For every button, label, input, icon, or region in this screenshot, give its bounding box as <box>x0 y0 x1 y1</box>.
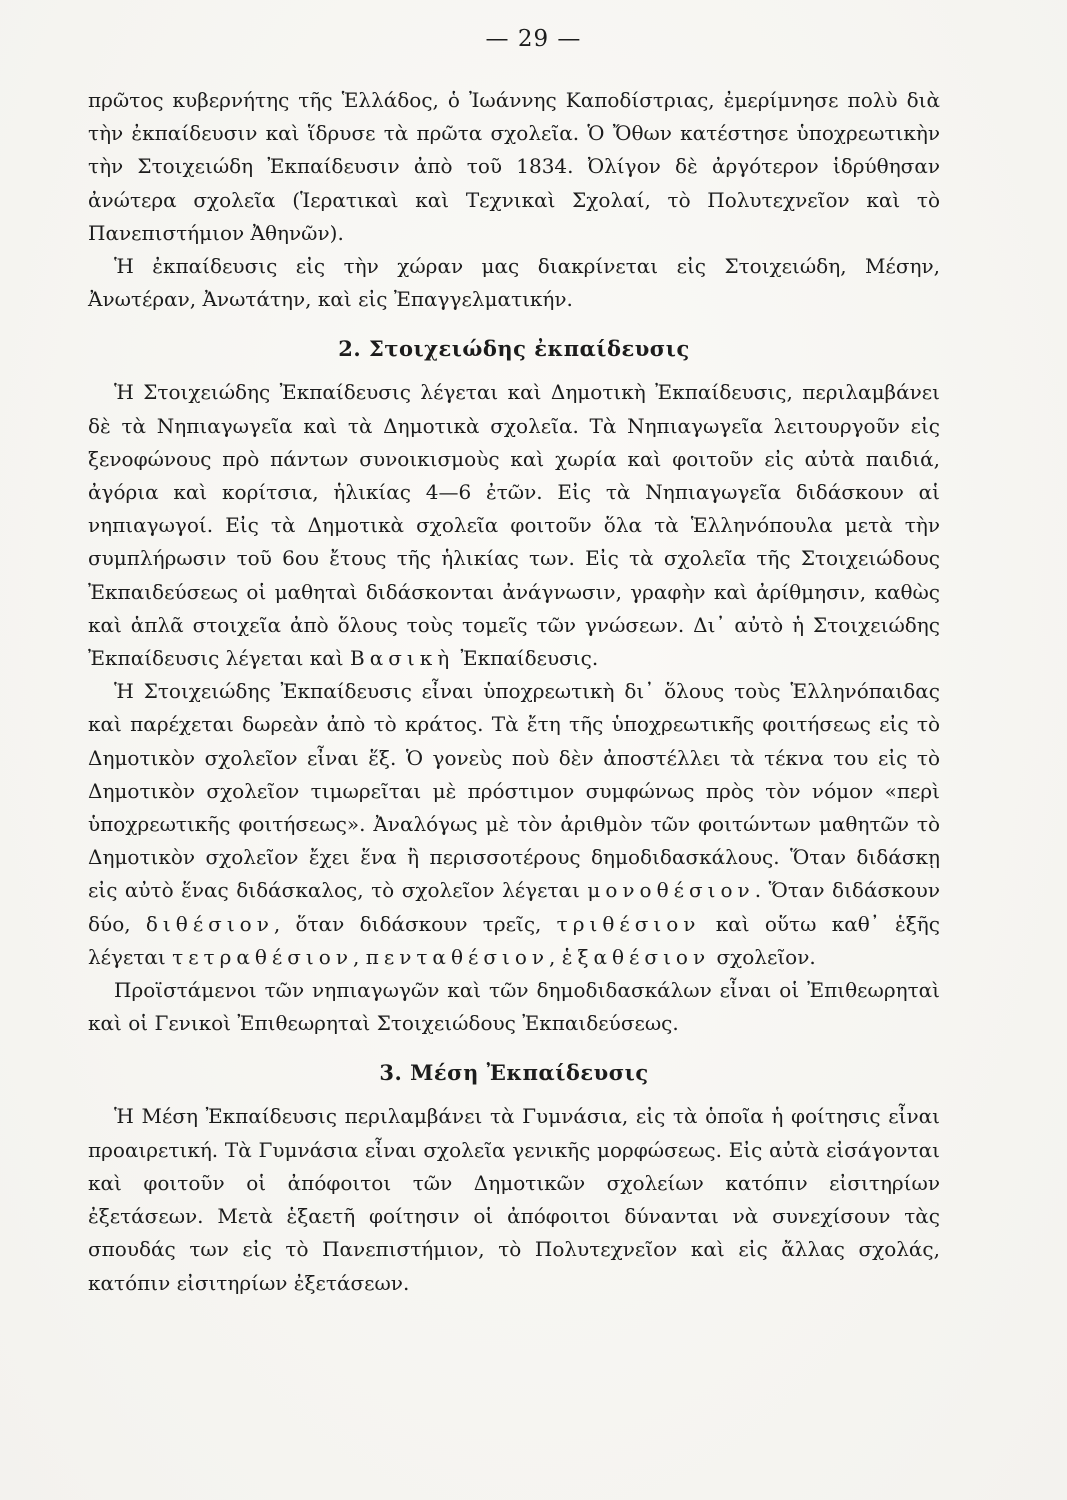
term-trithesion: τριθέσιον <box>556 911 701 936</box>
section-heading-secondary-education: 3. Μέση Ἐκπαίδευσις <box>379 1060 649 1086</box>
body-text <box>88 84 940 1300</box>
term-tetrathesion: τετραθέσιον <box>172 944 353 969</box>
secondary-paragraph-1: Ἡ Μέση Ἐκπαίδευσις περιλαμβάνει τὰ Γυμνάσια, εἰς τὰ ὁποῖα ἡ φοίτησις εἶναι προαιρετική. Τὰ Γυμνάσια εἶναι σχολεῖα γενικῆς μορφώσεως. Εἰς αὐτὰ εἰσάγονται καὶ φοιτοῦν οἱ ἀπόφοιτοι τῶν Δημοτικῶν σχολείων κατόπιν εἰσιτηρίων ἐξετάσεων. Μετὰ ἑξαετῆ φοίτησιν οἱ ἀπόφοιτοι δύνανται νὰ συνεχίσουν τὰς σπουδάς των εἰς τὸ Πανεπιστήμιον, τὸ Πολυτεχνεῖον καὶ εἰς ἄλλας σχολάς, κατόπιν εἰσιτηρίων ἐξετάσεων. <box>88 1104 940 1295</box>
term-basic: Βασικὴ <box>350 646 455 671</box>
primary-p2-part4: καὶ οὕτω καθ᾽ ἑξῆς λέγεται <box>88 911 940 969</box>
intro-paragraph-1: πρῶτος κυβερνήτης τῆς Ἑλλάδος, ὁ Ἰωάννης Καποδίστριας, ἐμερίμνησε πολὺ διὰ τὴν ἐκπαίδευσιν καὶ ἵδρυσε τὰ πρῶτα σχολεῖα. Ὁ Ὄθων κατέστησε ὑποχρεωτικὴν τὴν Στοιχειώδη Ἐκπαίδευσιν ἀπὸ τοῦ 1834. Ὀλίγον δὲ ἀργότερον ἱδρύθησαν ἀνώτερα σχολεῖα (Ἱερατικαὶ καὶ Τεχνικαὶ Σχολαί, τὸ Πολυτεχνεῖον καὶ τὸ Πανεπιστήμιον Ἀθηνῶν). <box>88 88 940 245</box>
term-hexathesion: ἑξαθέσιον <box>561 944 711 969</box>
primary-p2-part7: σχολεῖον. <box>710 944 816 969</box>
primary-paragraph-1 <box>88 376 940 675</box>
primary-p1-end: Ἐκπαίδευσις. <box>454 646 599 671</box>
primary-p1-text: Ἡ Στοιχειώδης Ἐκπαίδευσις λέγεται καὶ Δημοτικὴ Ἐκπαίδευσις, περιλαμβάνει δὲ τὰ Νηπιαγωγεῖα καὶ τὰ Δημοτικὰ σχολεῖα. Τὰ Νηπιαγωγεῖα λειτουργοῦν εἰς ξενοφώνους πρὸ πάντων συνοικισμοὺς καὶ χωρία καὶ φοιτοῦν εἰς αὐτὰ παιδιά, ἀγόρια καὶ κορίτσια, ἡλικίας 4—6 ἐτῶν. Εἰς τὰ Νηπιαγωγεῖα διδάσκουν αἱ νηπιαγωγοί. Εἰς τὰ Δημοτικὰ σχολεῖα φοιτοῦν ὅλα τὰ Ἑλληνόπουλα μετὰ τὴν συμπλήρωσιν τοῦ 6ου ἔτους τῆς ἡλικίας των. Εἰς τὰ σχολεῖα τῆς Στοιχειώδους Ἐκπαιδεύσεως οἱ μαθηταὶ διδάσκονται ἀνάγνωσιν, γραφὴν καὶ ἀρίθμησιν, καθὼς καὶ ἁπλᾶ στοιχεῖα ἀπὸ ὅλους τοὺς τομεῖς τῶν γνώσεων. Δι᾽ αὐτὸ ἡ Στοιχειώδης Ἐκπαίδευσις λέγεται καὶ <box>88 380 940 671</box>
primary-paragraph-2 <box>88 675 940 974</box>
section-heading-primary-education: 2. Στοιχειώδης ἐκπαίδευσις <box>338 336 690 362</box>
intro-paragraph-2: Ἡ ἐκπαίδευσις εἰς τὴν χώραν μας διακρίνεται εἰς Στοιχειώδη, Μέσην, Ἀνωτέραν, Ἀνωτάτην, καὶ εἰς Ἐπαγγελματικήν. <box>88 254 940 312</box>
term-monothesion: μονοθέσιον <box>587 878 755 903</box>
primary-p2-part1: Ἡ Στοιχειώδης Ἐκπαίδευσις εἶναι ὑποχρεωτικὴ δι᾽ ὅλους τοὺς Ἑλληνόπαιδας καὶ παρέχεται δωρεὰν ἀπὸ τὸ κράτος. Τὰ ἔτη τῆς ὑποχρεωτικῆς φοιτήσεως εἰς τὸ Δημοτικὸν σχολεῖον εἶναι ἕξ. Ὁ γονεὺς ποὺ δὲν ἀποστέλλει τὰ τέκνα του εἰς τὸ Δημοτικὸν σχολεῖον τιμωρεῖται μὲ πρόστιμον συμφώνως πρὸς τὸν νόμον «περὶ ὑποχρεωτικῆς φοιτήσεως». Ἀναλόγως μὲ τὸν ἀριθμὸν τῶν φοιτώντων μαθητῶν τὸ Δημοτικὸν σχολεῖον ἔχει ἕνα ἢ περισσοτέρους δημοδιδασκάλους. Ὅταν διδάσκῃ εἰς αὐτὸ ἕνας διδάσκαλος, τὸ σχολεῖον λέγεται <box>88 679 940 903</box>
primary-p2-part6: , <box>549 944 562 969</box>
primary-p2-part2: . Ὅταν διδάσκουν δύο, <box>88 878 940 936</box>
primary-p2-part3: , ὅταν διδάσκουν τρεῖς, <box>273 911 557 936</box>
primary-paragraph-3: Προϊστάμενοι τῶν νηπιαγωγῶν καὶ τῶν δημοδιδασκάλων εἶναι οἱ Ἐπιθεωρηταὶ καὶ οἱ Γενικοὶ Ἐπιθεωρηταὶ Στοιχειώδους Ἐκπαιδεύσεως. <box>88 978 940 1036</box>
primary-p2-part5: , <box>352 944 366 969</box>
term-pentathesion: πενταθέσιον <box>365 944 550 969</box>
page-number: — 29 — <box>485 26 582 52</box>
term-dithesion: διθέσιον <box>145 911 274 936</box>
